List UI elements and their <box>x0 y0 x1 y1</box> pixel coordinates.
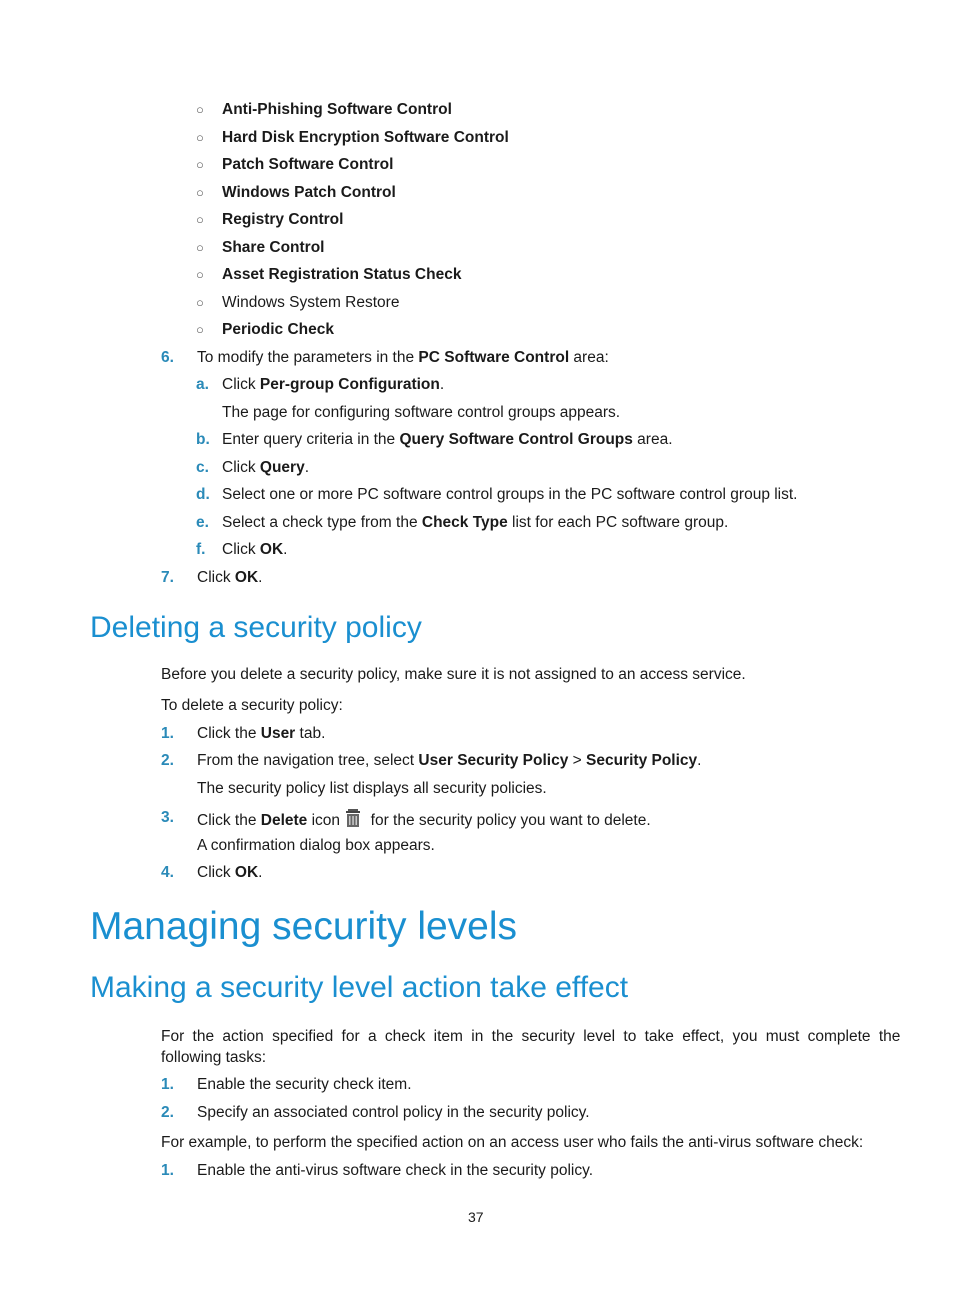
bullet-icon: ○ <box>196 185 204 200</box>
making-intro-line1: For the action specified for a check item in the security level to take effect, you must complete the <box>161 1028 901 1045</box>
chapter-heading: Managing security levels <box>90 905 518 948</box>
sub-item: Share Control <box>222 239 325 256</box>
bullet-icon: ○ <box>196 130 204 145</box>
step-text: Click the User tab. <box>197 725 326 742</box>
bullet-icon: ○ <box>196 157 204 172</box>
step-text: Click the Delete icon for the security policy you want to delete. <box>197 808 651 831</box>
step-text: From the navigation tree, select User Security Policy > Security Policy. <box>197 752 702 769</box>
substep-letter: b. <box>196 431 210 448</box>
bullet-icon: ○ <box>196 295 204 310</box>
sub-item: Anti-Phishing Software Control <box>222 101 452 118</box>
step-number: 6. <box>161 349 174 366</box>
substep-letter: f. <box>196 541 206 558</box>
step-text: Enable the security check item. <box>197 1076 412 1093</box>
bullet-icon: ○ <box>196 102 204 117</box>
substep-letter: c. <box>196 459 209 476</box>
section-heading-delete: Deleting a security policy <box>90 611 422 644</box>
bullet-icon: ○ <box>196 322 204 337</box>
step-number: 1. <box>161 1162 174 1179</box>
substep-text: Click OK. <box>222 541 288 558</box>
bullet-icon: ○ <box>196 240 204 255</box>
step-note: The security policy list displays all security policies. <box>197 780 547 797</box>
section-heading-making: Making a security level action take effect <box>90 971 629 1004</box>
step-number: 1. <box>161 1076 174 1093</box>
step-text: Click OK. <box>197 569 263 586</box>
step-number: 3. <box>161 809 174 826</box>
sub-item: Hard Disk Encryption Software Control <box>222 129 509 146</box>
step-number: 2. <box>161 752 174 769</box>
sub-item: Asset Registration Status Check <box>222 266 462 283</box>
delete-intro: Before you delete a security policy, make sure it is not assigned to an access service. <box>161 666 746 683</box>
example-lead: For example, to perform the specified action on an access user who fails the anti-virus software check: <box>161 1134 864 1151</box>
sub-item: Windows System Restore <box>222 294 400 311</box>
step-note: A confirmation dialog box appears. <box>197 837 435 854</box>
step-number: 4. <box>161 864 174 881</box>
step-number: 2. <box>161 1104 174 1121</box>
substep-text: Select a check type from the Check Type list for each PC software group. <box>222 514 729 531</box>
substep-text: Click Query. <box>222 459 310 476</box>
step-number: 1. <box>161 725 174 742</box>
step-text: To modify the parameters in the PC Software Control area: <box>197 349 609 366</box>
substep-text: Click Per-group Configuration. <box>222 376 445 393</box>
page-number: 37 <box>468 1209 484 1225</box>
step-text: Click OK. <box>197 864 263 881</box>
sub-item: Windows Patch Control <box>222 184 396 201</box>
substep-letter: a. <box>196 376 209 393</box>
sub-item: Periodic Check <box>222 321 334 338</box>
step-number: 7. <box>161 569 174 586</box>
substep-note: The page for configuring software control groups appears. <box>222 404 621 421</box>
substep-letter: e. <box>196 514 209 531</box>
substep-text: Select one or more PC software control groups in the PC software control group list. <box>222 486 798 503</box>
bullet-icon: ○ <box>196 267 204 282</box>
delete-lead: To delete a security policy: <box>161 697 343 714</box>
delete-trash-icon <box>344 808 364 826</box>
sub-item: Registry Control <box>222 211 344 228</box>
making-intro-line2: following tasks: <box>161 1049 267 1066</box>
step-text: Specify an associated control policy in the security policy. <box>197 1104 590 1121</box>
substep-letter: d. <box>196 486 210 503</box>
bullet-icon: ○ <box>196 212 204 227</box>
sub-item: Patch Software Control <box>222 156 394 173</box>
substep-text: Enter query criteria in the Query Software Control Groups area. <box>222 431 673 448</box>
step-text: Enable the anti-virus software check in the security policy. <box>197 1162 594 1179</box>
